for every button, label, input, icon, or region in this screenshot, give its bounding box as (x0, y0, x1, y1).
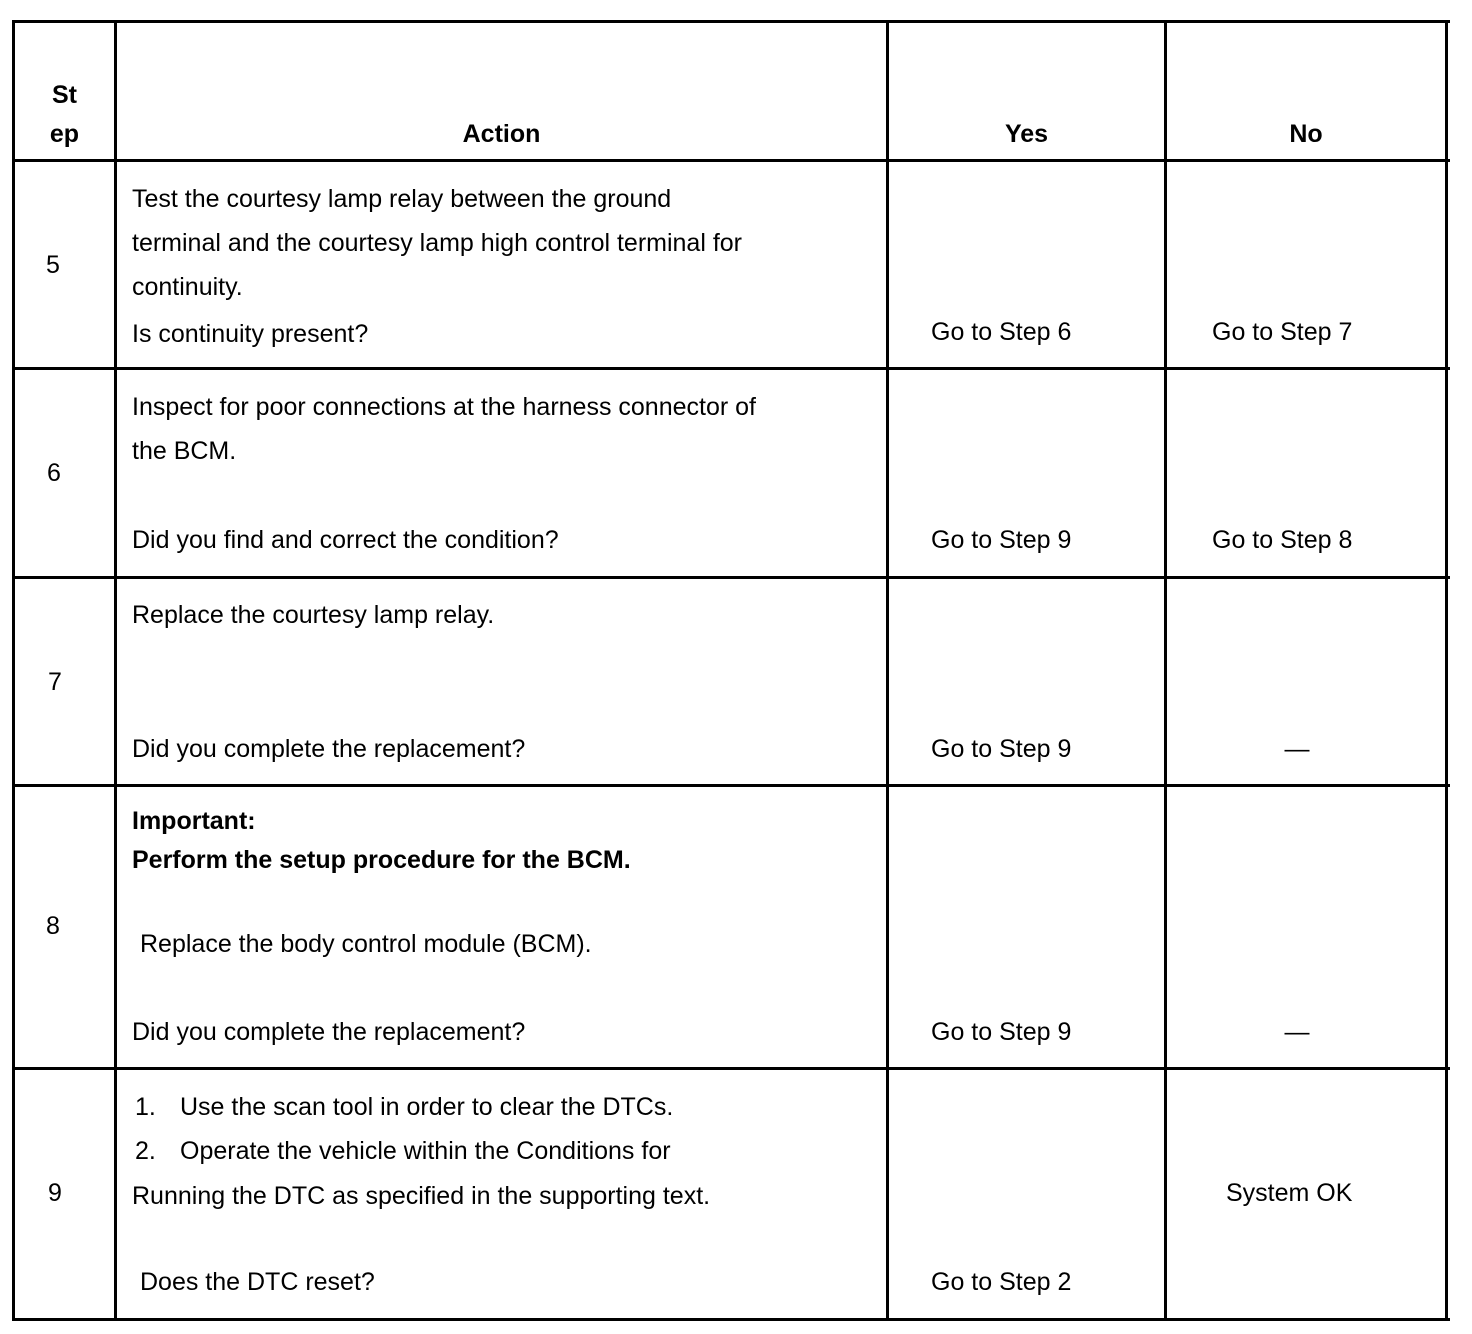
action-question: Did you find and correct the condition? (132, 526, 559, 554)
yes-result: Go to Step 6 (931, 318, 1072, 346)
step-number: 8 (46, 912, 60, 940)
table-border-left (12, 20, 15, 1321)
header-step: ep (49, 120, 80, 148)
no-result: — (1284, 1018, 1310, 1046)
step-number: 9 (48, 1179, 62, 1207)
no-result: System OK (1226, 1179, 1353, 1207)
row-divider (12, 1067, 1450, 1070)
no-result: Go to Step 7 (1212, 318, 1353, 346)
yes-result: Go to Step 9 (931, 526, 1072, 554)
action-question: Did you complete the replacement? (132, 1018, 526, 1046)
list-number: 1. (135, 1093, 156, 1121)
important-label: Important: (132, 807, 256, 835)
no-result: — (1284, 735, 1310, 763)
column-divider (886, 20, 889, 1321)
important-note: Perform the setup procedure for the BCM. (132, 846, 631, 874)
action-text: Running the DTC as specified in the supporting text. (132, 1182, 711, 1210)
yes-result: Go to Step 9 (931, 1018, 1072, 1046)
action-question: Is continuity present? (132, 320, 369, 348)
header-divider (12, 159, 1450, 162)
action-text: Test the courtesy lamp relay between the ground (132, 185, 672, 213)
action-text: Inspect for poor connections at the harness connector of (132, 393, 756, 421)
table-border-bottom (12, 1318, 1450, 1321)
action-question: Did you complete the replacement? (132, 735, 526, 763)
row-divider (12, 367, 1450, 370)
column-divider (114, 20, 117, 1321)
column-divider (1164, 20, 1167, 1321)
header-no: No (1289, 120, 1323, 148)
step-number: 6 (47, 459, 61, 487)
action-text: Replace the body control module (BCM). (140, 930, 592, 958)
yes-result: Go to Step 2 (931, 1268, 1072, 1296)
header-action: Action (462, 120, 541, 148)
action-question: Does the DTC reset? (140, 1268, 375, 1296)
list-item-text: Use the scan tool in order to clear the DTCs. (180, 1093, 674, 1121)
no-result: Go to Step 8 (1212, 526, 1353, 554)
action-text: Replace the courtesy lamp relay. (132, 601, 495, 629)
list-number: 2. (135, 1137, 156, 1165)
table-border-right (1445, 20, 1448, 1321)
table-border-top (12, 20, 1450, 23)
step-number: 5 (46, 251, 60, 279)
action-text: continuity. (132, 273, 243, 301)
row-divider (12, 784, 1450, 787)
yes-result: Go to Step 9 (931, 735, 1072, 763)
row-divider (12, 576, 1450, 579)
action-text: the BCM. (132, 437, 237, 465)
step-number: 7 (48, 668, 62, 696)
action-text: terminal and the courtesy lamp high control terminal for (132, 229, 743, 257)
header-yes: Yes (1004, 120, 1049, 148)
header-step: St (52, 81, 77, 109)
list-item-text: Operate the vehicle within the Conditions for (180, 1137, 671, 1165)
